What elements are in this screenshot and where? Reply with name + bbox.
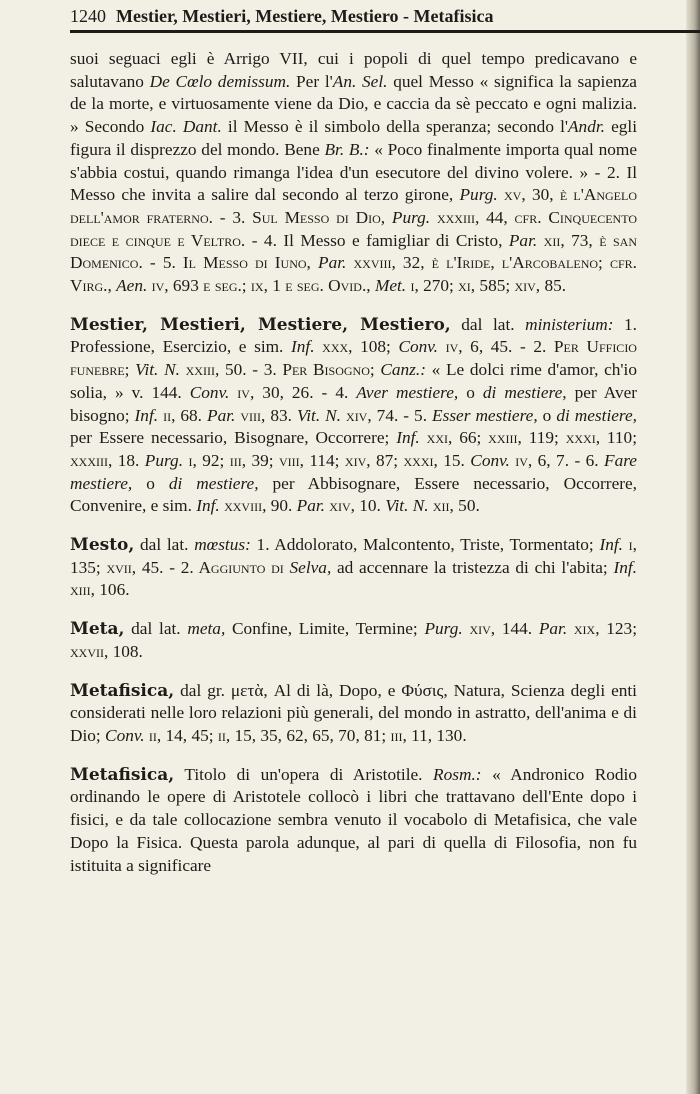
entry-metafisica-science: Metafisica, dal gr. μετὰ, Al di là, Dopo, e Φύσις, Natura, Scienza degli enti considerati nelle loro relazioni più generali, del mondo in astratto, dell'anima e di Dio; Conv. ii, 14, 45; ii, 15, 35, 62, 65, 70, 81; iii, 11, 130.: [70, 680, 637, 745]
running-header: [70, 6, 682, 32]
entry-mestier: Mestier, Mestieri, Mestiere, Mestiero, dal lat. ministerium: 1. Professione, Esercizio, e sim. Inf. xxx, 108; Conv. iv, 6, 45. - 2. Per Ufficio funebre; Vit. N. xxiii, 50. - 3. Per Bisogno; Canz.: « Le dolci rime d'amor, ch'io solia, » v. 144. Conv. iv, 30, 26. - 4. Aver mestiere, o di mestiere, per Aver bisogno; Inf. ii, 68. Par. viii, 83. Vit. N. xiv, 74. - 5. Esser mestiere, o di mestiere, per Essere necessario, Bisognare, Occorrere; Inf. xxi, 66; xxiii, 119; xxxi, 110; xxxiii, 18. Purg. i, 92; iii, 39; viii, 114; xiv, 87; xxxi, 15. Conv. iv, 6, 7. - 6. Fare mestiere, o di mestiere, per Abbisognare, Essere necessario, Occorrere, Convenire, e sim. Inf. xxviii, 90. Par. xiv, 10. Vit. N. xii, 50.: [70, 314, 638, 516]
header-rule: [70, 30, 700, 33]
book-spine-shadow: [686, 0, 700, 1094]
headword: Meta,: [70, 619, 125, 640]
entry-metafisica-aristotle: Metafisica, Titolo di un'opera di Aristotile. Rosm.: « Andronico Rodio ordinando le opere di Aristotele collocò i libri che trattavano dell'Ente dopo i fisici, e da tale collocazione sembra venuto il vocabolo di Metafisica, che vale Dopo la Fisica. Questa parola adunque, al pari di quella di Filosofia, non fu istituita a significare: [70, 764, 637, 875]
entry-continuation: suoi seguaci egli è Arrigo VII, cui i popoli di quel tempo predicavano e salutavano De Cœlo demissum. Per l'An. Sel. quel Messo « significa la sapienza de la morte, e virtuosamente viene da Dio, e caccia da sè peccato e ogni malizia. » Secondo Iac. Dant. il Messo è il simbolo della speranza; secondo l'Andr. egli figura il disprezzo del mondo. Bene Br. B.: « Poco finalmente importa qual nome s'abbia costui, quando rimanga l'idea d'un esecutore del divino volere. » - 2. Il Messo che invita a salire dal secondo al terzo girone, Purg. xv, 30, è l'Angelo dell'amor fraterno. - 3. Sul Messo di Dio, Purg. xxxiii, 44, cfr. Cinquecento diece e cinque e Veltro. - 4. Il Messo e famigliar di Cristo, Par. xii, 73, è san Domenico. - 5. Il Messo di Iuno, Par. xxviii, 32, è l'Iride, l'Arcobaleno; cfr. Virg., Aen. iv, 693 e seg.; ix, 1 e seg. Ovid., Met. i, 270; xi, 585; xiv, 85.: [70, 49, 638, 296]
entry-mesto: Mesto, dal lat. mœstus: 1. Addolorato, Malcontento, Triste, Tormentato; Inf. i, 135; xvii, 45. - 2. Aggiunto di Selva, ad accennare la tristezza di chi l'abita; Inf. xiii, 106.: [70, 535, 637, 600]
headword: Mestier, Mestieri, Mestiere, Mestiero,: [70, 314, 451, 335]
headword: Metafisica,: [70, 680, 175, 701]
running-title: Mestier, Mestieri, Mestiere, Mestiero - Metafisica: [116, 6, 494, 26]
page-number: 1240: [70, 6, 106, 26]
entry-meta: Meta, dal lat. meta, Confine, Limite, Termine; Purg. xiv, 144. Par. xix, 123; xxvii, 108.: [70, 619, 637, 661]
headword: Metafisica,: [70, 764, 175, 785]
entries-column: [70, 48, 637, 877]
headword: Mesto,: [70, 535, 135, 556]
